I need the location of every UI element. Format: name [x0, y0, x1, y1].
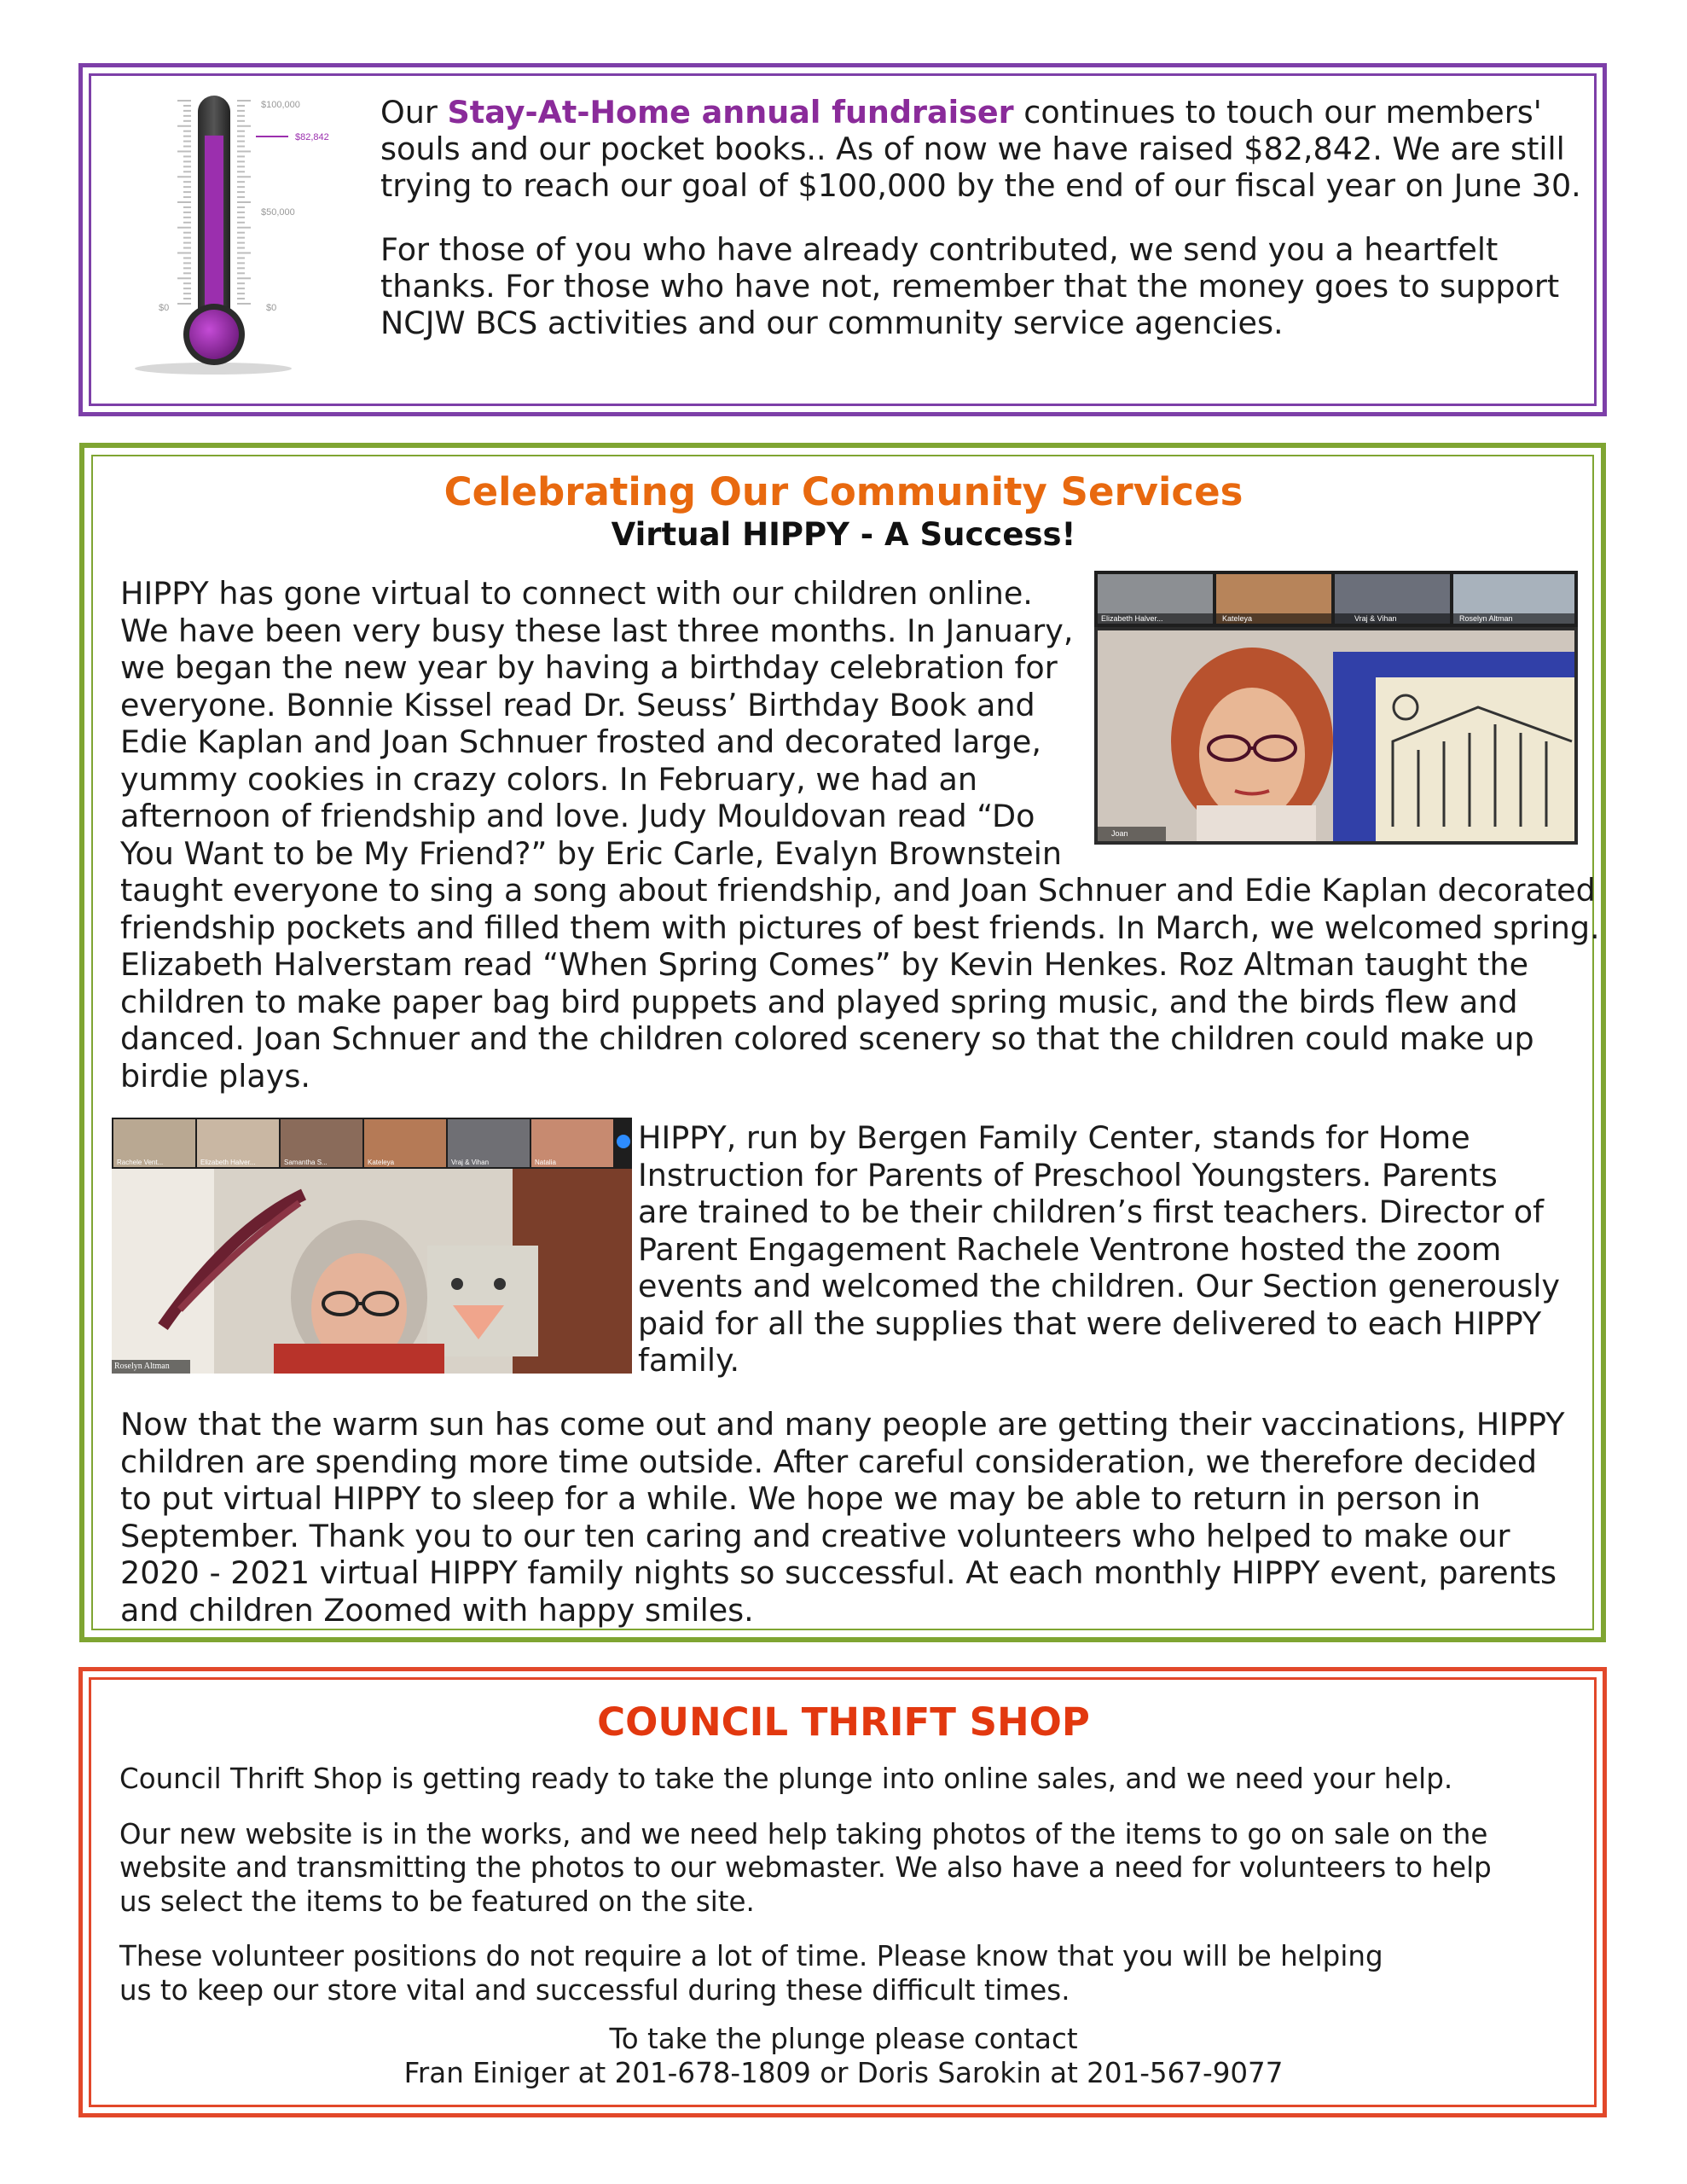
thrift-paragraph-3: These volunteer positions do not require a lot of time. Please know that you will be helping us to keep our store vital and successful during these difficult times. — [119, 1940, 1383, 2007]
fundraiser-paragraph-2: For those of you who have already contributed, we send you a heartfelt thanks. For those who have not, remember that the money goes to support NCJW BCS activities and our community service agencies. — [380, 231, 1560, 341]
thrift-paragraph-2: Our new website is in the works, and we need help taking photos of the items to go on sale on the website and transmitting the photos to our webmaster. We also have a need for volunteers to help us select the items to be featured on the site. — [119, 1817, 1492, 1918]
zoom-photo-roselyn — [112, 1118, 632, 1374]
thrift-heading: COUNCIL THRIFT SHOP — [597, 1699, 1090, 1745]
zoom2-speaker-label: Roselyn Altman — [114, 1362, 170, 1371]
zoom2-tile-label-4: Kateleya — [368, 1159, 395, 1166]
thrift-text — [119, 1763, 1586, 2029]
hippy-paragraph-1: HIPPY has gone virtual to connect with our children online. We have been very busy these last three months. In January, we began the new year by having a birthday celebration for everyone. Bonnie Kissel read Dr. Seuss’ Birthday Book and Edie Kaplan and Joan Schnuer frosted and decorated large, yummy cookies in crazy colors. In February, we had an afternoon of friendship and love. Judy Mouldovan read “Do You Want to be My Friend?” by Eric Carle, Evalyn Brownstein taught everyone to sing a song about friendship, and Joan Schnuer and Edie Kaplan decorated friendship pockets and filled them with pictures of best friends. In March, we welcomed spring. Elizabeth Halverstam read “When Spring Comes” by Kevin Henkes. Roz Altman taught the children to make paper bag bird puppets and played spring music, and the birds flew and danced. Joan Schnuer and the children colored scenery so that the children could make up birdie plays. — [120, 575, 1600, 1095]
zoom2-tile-label-5: Vraj & Vihan — [451, 1159, 490, 1166]
zoom1-tile-label-3: Vraj & Vihan — [1354, 614, 1397, 623]
scale-label-zero-right: $0 — [266, 303, 277, 313]
zoom1-tile-label-4: Roselyn Altman — [1459, 614, 1513, 623]
zoom1-tile-label-1: Elizabeth Halver... — [1101, 614, 1163, 623]
hippy-paragraph-3: Now that the warm sun has come out and many people are getting their vaccinations, HIPPY children are spending more time outside. After careful consideration, we therefore decided to put virtual HIPPY to sleep for a while. We hope we may be able to return in person in September. Thank you to our ten caring and creative volunteers who helped to make our 2020 - 2021 virtual HIPPY family nights so successful. At each monthly HIPPY event, parents and children Zoomed with happy smiles. — [120, 1406, 1565, 1629]
community-subheading: Virtual HIPPY - A Success! — [611, 516, 1076, 553]
zoom2-tile-label-3: Samantha S... — [284, 1159, 328, 1166]
zoom1-tile-label-2: Kateleya — [1222, 614, 1253, 623]
fundraiser-text — [380, 94, 1591, 369]
zoom2-tile-label-2: Elizabeth Halver... — [200, 1159, 256, 1166]
scale-label-mid: $50,000 — [261, 207, 295, 218]
scale-label-raised: $82,842 — [295, 132, 329, 142]
scale-label-zero-left: $0 — [159, 303, 170, 313]
thrift-paragraph-1: Council Thrift Shop is getting ready to take the plunge into online sales, and we need your help. — [119, 1763, 1453, 1795]
zoom2-tile-label-6: Natalia — [535, 1159, 556, 1166]
fundraiser-thermometer — [128, 90, 350, 380]
zoom-photo-joan-image — [1094, 571, 1578, 845]
fundraiser-paragraph-1: Our Stay-At-Home annual fundraiser continues to touch our members' souls and our pocket books.. As of now we have raised $82,842. We are still trying to reach our goal of $100,000 by the end of our fiscal year on June 30. — [380, 94, 1581, 204]
zoom1-speaker-label: Joan — [1111, 829, 1128, 838]
scale-label-top: $100,000 — [261, 100, 300, 110]
hippy-paragraph-2: HIPPY, run by Bergen Family Center, stands for Home Instruction for Parents of Preschool Youngsters. Parents are trained to be their children’s first teachers. Director of Parent Engagement Rachele Ventrone hosted the zoom events and welcomed the children. Our Section generously paid for all the supplies that were delivered to each HIPPY family. — [638, 1119, 1560, 1379]
fundraiser-title: Stay-At-Home annual fundraiser — [447, 94, 1014, 131]
thrift-contact-line-1: To take the plunge please contact — [609, 2023, 1078, 2055]
zoom2-tile-label-1: Rachele Vent... — [117, 1159, 164, 1166]
thrift-contact-line-2: Fran Einiger at 201-678-1809 or Doris Sarokin at 201-567-9077 — [403, 2057, 1284, 2089]
thrift-contact — [0, 2022, 1687, 2090]
zoom-photo-joan — [1094, 571, 1578, 845]
community-heading: Celebrating Our Community Services — [443, 469, 1244, 514]
zoom-photo-roselyn-image — [112, 1118, 632, 1374]
